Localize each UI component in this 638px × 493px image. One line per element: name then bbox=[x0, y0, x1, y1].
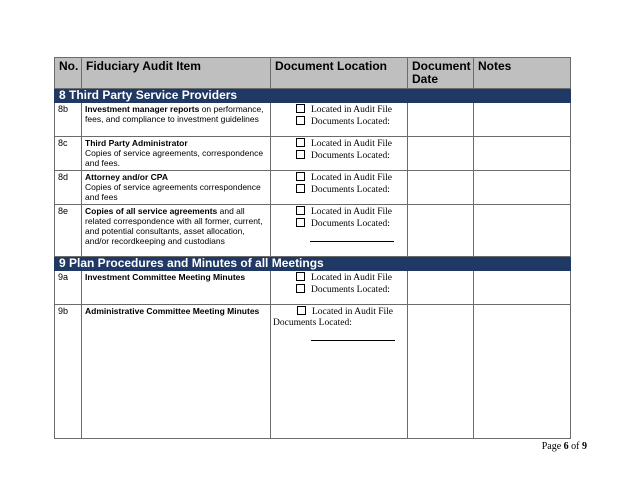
item-title: Investment Committee Meeting Minutes bbox=[85, 272, 246, 282]
checkbox-icon bbox=[296, 104, 305, 113]
checkbox-label: Documents Located: bbox=[311, 151, 390, 161]
audit-item bbox=[82, 305, 271, 439]
audit-item bbox=[82, 137, 271, 171]
checkbox-documents-located[interactable] bbox=[296, 150, 404, 162]
item-text: Copies of service agreements correspondence and fees bbox=[85, 182, 261, 202]
page-of: of bbox=[568, 441, 582, 452]
location-cell bbox=[271, 103, 408, 137]
header-item: Fiduciary Audit Item bbox=[82, 58, 271, 89]
notes-cell[interactable] bbox=[474, 305, 571, 439]
notes-cell[interactable] bbox=[474, 205, 571, 257]
notes-cell[interactable] bbox=[474, 171, 571, 205]
table-row bbox=[55, 137, 571, 171]
checkbox-icon bbox=[296, 150, 305, 159]
checkbox-icon bbox=[296, 138, 305, 147]
checkbox-icon bbox=[296, 172, 305, 181]
item-title: Attorney and/or CPA bbox=[85, 172, 168, 182]
current-page: 6 bbox=[563, 441, 569, 452]
write-in-line[interactable] bbox=[311, 340, 395, 341]
checkbox-label: Documents Located: bbox=[273, 318, 352, 328]
section-title: 9 Plan Procedures and Minutes of all Meetings bbox=[55, 257, 571, 271]
audit-item bbox=[82, 271, 271, 305]
checkbox-audit-file[interactable] bbox=[296, 272, 404, 284]
documents-located-label bbox=[273, 318, 404, 329]
row-number: 9a bbox=[55, 271, 82, 305]
checkbox-label: Located in Audit File bbox=[311, 207, 393, 217]
date-cell[interactable] bbox=[408, 171, 474, 205]
table-row bbox=[55, 103, 571, 137]
location-cell bbox=[271, 137, 408, 171]
date-cell[interactable] bbox=[408, 137, 474, 171]
checkbox-label: Documents Located: bbox=[311, 285, 390, 295]
header-location: Document Location bbox=[271, 58, 408, 89]
section-title: 8 Third Party Service Providers bbox=[55, 89, 571, 103]
checkbox-icon bbox=[296, 272, 305, 281]
location-cell bbox=[271, 271, 408, 305]
checkbox-audit-file[interactable] bbox=[296, 206, 404, 218]
date-cell[interactable] bbox=[408, 205, 474, 257]
audit-item bbox=[82, 205, 271, 257]
row-number: 8c bbox=[55, 137, 82, 171]
checkbox-documents-located[interactable] bbox=[296, 184, 404, 196]
item-text: on performance, fees, and compliance to investment guidelines bbox=[85, 104, 264, 124]
row-number: 8b bbox=[55, 103, 82, 137]
fiduciary-audit-table bbox=[54, 57, 571, 439]
location-cell bbox=[271, 305, 408, 439]
checkbox-label: Located in Audit File bbox=[311, 105, 393, 115]
checkbox-label: Located in Audit File bbox=[311, 139, 393, 149]
row-number: 9b bbox=[55, 305, 82, 439]
audit-item bbox=[82, 103, 271, 137]
row-number: 8e bbox=[55, 205, 82, 257]
section-row bbox=[55, 257, 571, 271]
date-cell[interactable] bbox=[408, 305, 474, 439]
checkbox-icon bbox=[297, 306, 306, 315]
item-title: Administrative Committee Meeting Minutes bbox=[85, 306, 260, 316]
location-cell bbox=[271, 171, 408, 205]
write-in-line[interactable] bbox=[310, 241, 394, 242]
checkbox-label: Located in Audit File bbox=[311, 173, 393, 183]
checkbox-documents-located[interactable] bbox=[296, 284, 404, 296]
checkbox-audit-file[interactable] bbox=[297, 306, 404, 318]
row-number: 8d bbox=[55, 171, 82, 205]
checkbox-icon bbox=[296, 184, 305, 193]
item-title: Copies of all service agreements bbox=[85, 206, 218, 216]
checkbox-icon bbox=[296, 284, 305, 293]
notes-cell[interactable] bbox=[474, 271, 571, 305]
table-row bbox=[55, 305, 571, 439]
item-text: Copies of service agreements, correspondence and fees. bbox=[85, 148, 264, 168]
checkbox-label: Documents Located: bbox=[311, 185, 390, 195]
checkbox-label: Documents Located: bbox=[311, 219, 390, 229]
checkbox-audit-file[interactable] bbox=[296, 104, 404, 116]
notes-cell[interactable] bbox=[474, 103, 571, 137]
checkbox-label: Located in Audit File bbox=[312, 307, 394, 317]
total-pages: 9 bbox=[582, 441, 587, 452]
checkbox-icon bbox=[296, 218, 305, 227]
date-cell[interactable] bbox=[408, 103, 474, 137]
item-title: Investment manager reports bbox=[85, 104, 200, 114]
checkbox-documents-located[interactable] bbox=[296, 116, 404, 128]
date-cell[interactable] bbox=[408, 271, 474, 305]
checkbox-label: Located in Audit File bbox=[311, 273, 393, 283]
table-header-row bbox=[55, 58, 571, 89]
checkbox-icon bbox=[296, 116, 305, 125]
checkbox-audit-file[interactable] bbox=[296, 138, 404, 150]
section-row bbox=[55, 89, 571, 103]
table-row bbox=[55, 171, 571, 205]
page-prefix: Page bbox=[541, 441, 564, 452]
header-notes: Notes bbox=[474, 58, 571, 89]
item-title: Third Party Administrator bbox=[85, 138, 188, 148]
table-row bbox=[55, 205, 571, 257]
item-text: and all related correspondence with all former, current, and potential consultants, asset allocation, and/or recordkeeping and custodians bbox=[85, 206, 263, 246]
checkbox-icon bbox=[296, 206, 305, 215]
checkbox-documents-located[interactable] bbox=[296, 218, 404, 230]
location-cell bbox=[271, 205, 408, 257]
page-footer bbox=[542, 441, 587, 452]
header-no: No. bbox=[55, 58, 82, 89]
header-date: Document Date bbox=[408, 58, 474, 89]
table-row bbox=[55, 271, 571, 305]
checkbox-audit-file[interactable] bbox=[296, 172, 404, 184]
notes-cell[interactable] bbox=[474, 137, 571, 171]
checkbox-label: Documents Located: bbox=[311, 117, 390, 127]
audit-item bbox=[82, 171, 271, 205]
